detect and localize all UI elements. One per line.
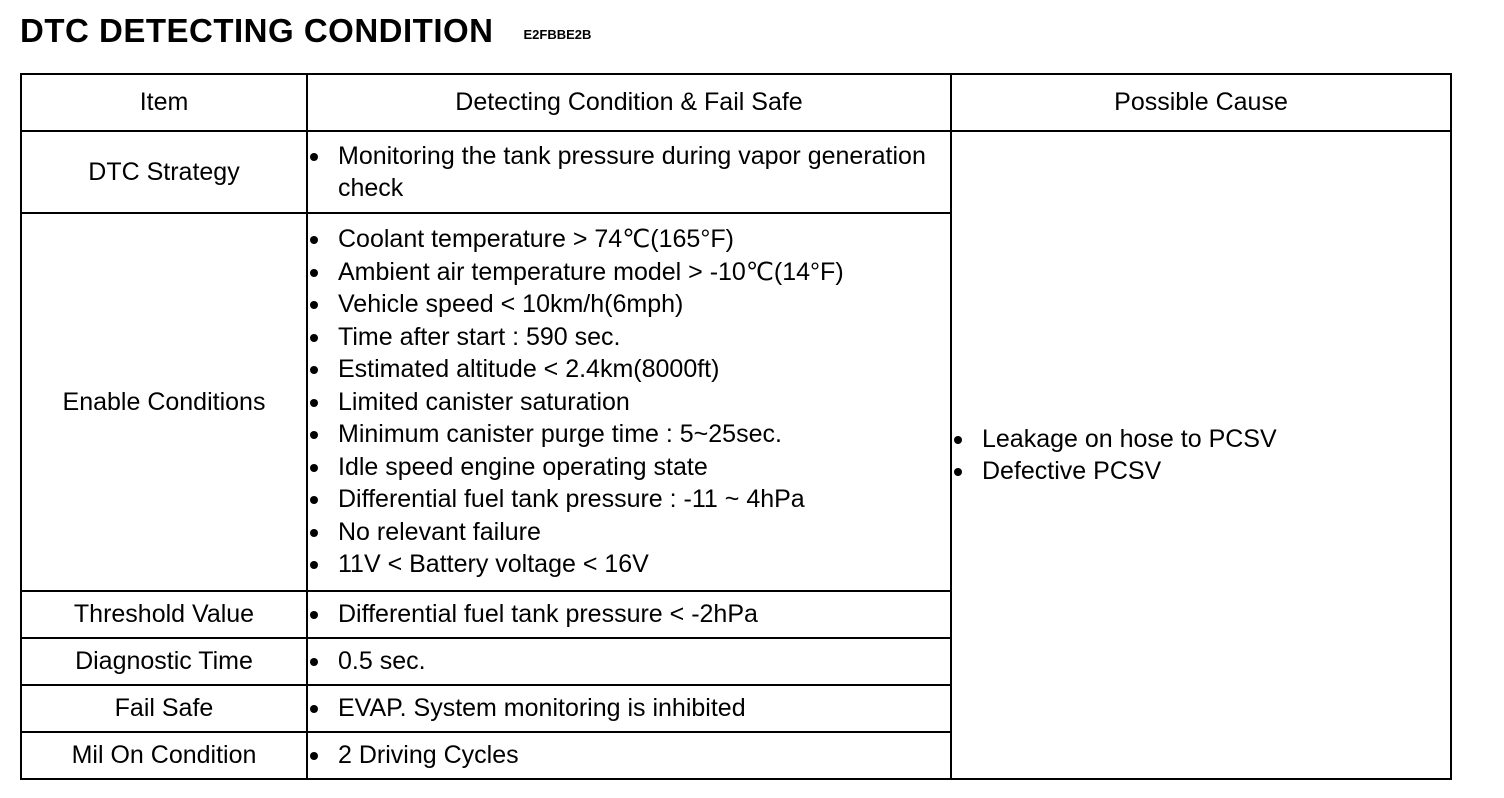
item-label: Threshold Value <box>21 591 307 638</box>
condition-item: Estimated altitude < 2.4km(8000ft) <box>308 353 950 386</box>
condition-item: No relevant failure <box>308 516 950 549</box>
condition-cell <box>307 591 951 638</box>
condition-item: 11V < Battery voltage < 16V <box>308 548 950 581</box>
column-header-item: Item <box>21 74 307 131</box>
condition-item: Ambient air temperature model > -10℃(14°F) <box>308 256 950 289</box>
condition-list <box>308 739 950 772</box>
possible-cause-item: Defective PCSV <box>952 455 1450 488</box>
item-label: Enable Conditions <box>21 213 307 591</box>
condition-item: EVAP. System monitoring is inhibited <box>308 692 950 725</box>
condition-list <box>308 140 950 205</box>
item-label: Mil On Condition <box>21 732 307 779</box>
condition-list <box>308 645 950 678</box>
possible-cause-cell <box>951 131 1451 779</box>
page-heading <box>20 12 591 50</box>
possible-cause-item: Leakage on hose to PCSV <box>952 423 1450 456</box>
item-label: DTC Strategy <box>21 131 307 213</box>
condition-cell <box>307 213 951 591</box>
condition-item: Time after start : 590 sec. <box>308 321 950 354</box>
condition-list <box>308 692 950 725</box>
table-header-row <box>21 74 1451 131</box>
column-header-detecting-condition: Detecting Condition & Fail Safe <box>307 74 951 131</box>
item-label: Fail Safe <box>21 685 307 732</box>
condition-item: Vehicle speed < 10km/h(6mph) <box>308 288 950 321</box>
table-row <box>21 131 1451 213</box>
column-header-possible-cause: Possible Cause <box>951 74 1451 131</box>
condition-cell <box>307 732 951 779</box>
condition-item: Idle speed engine operating state <box>308 451 950 484</box>
condition-cell <box>307 685 951 732</box>
condition-item: Differential fuel tank pressure : -11 ~ 4hPa <box>308 483 950 516</box>
condition-cell <box>307 131 951 213</box>
condition-item: Minimum canister purge time : 5~25sec. <box>308 418 950 451</box>
condition-item: Limited canister saturation <box>308 386 950 419</box>
condition-item: 2 Driving Cycles <box>308 739 950 772</box>
condition-list <box>308 598 950 631</box>
condition-item: Differential fuel tank pressure < -2hPa <box>308 598 950 631</box>
condition-item: Monitoring the tank pressure during vapor generation check <box>308 140 950 205</box>
condition-list <box>308 223 950 581</box>
condition-item: 0.5 sec. <box>308 645 950 678</box>
condition-cell <box>307 638 951 685</box>
dtc-condition-table <box>20 73 1452 780</box>
condition-item: Coolant temperature > 74℃(165°F) <box>308 223 950 256</box>
item-label: Diagnostic Time <box>21 638 307 685</box>
page-title: DTC DETECTING CONDITION <box>20 12 494 49</box>
document-code: E2FBBE2B <box>523 27 592 42</box>
possible-cause-list <box>952 423 1450 488</box>
